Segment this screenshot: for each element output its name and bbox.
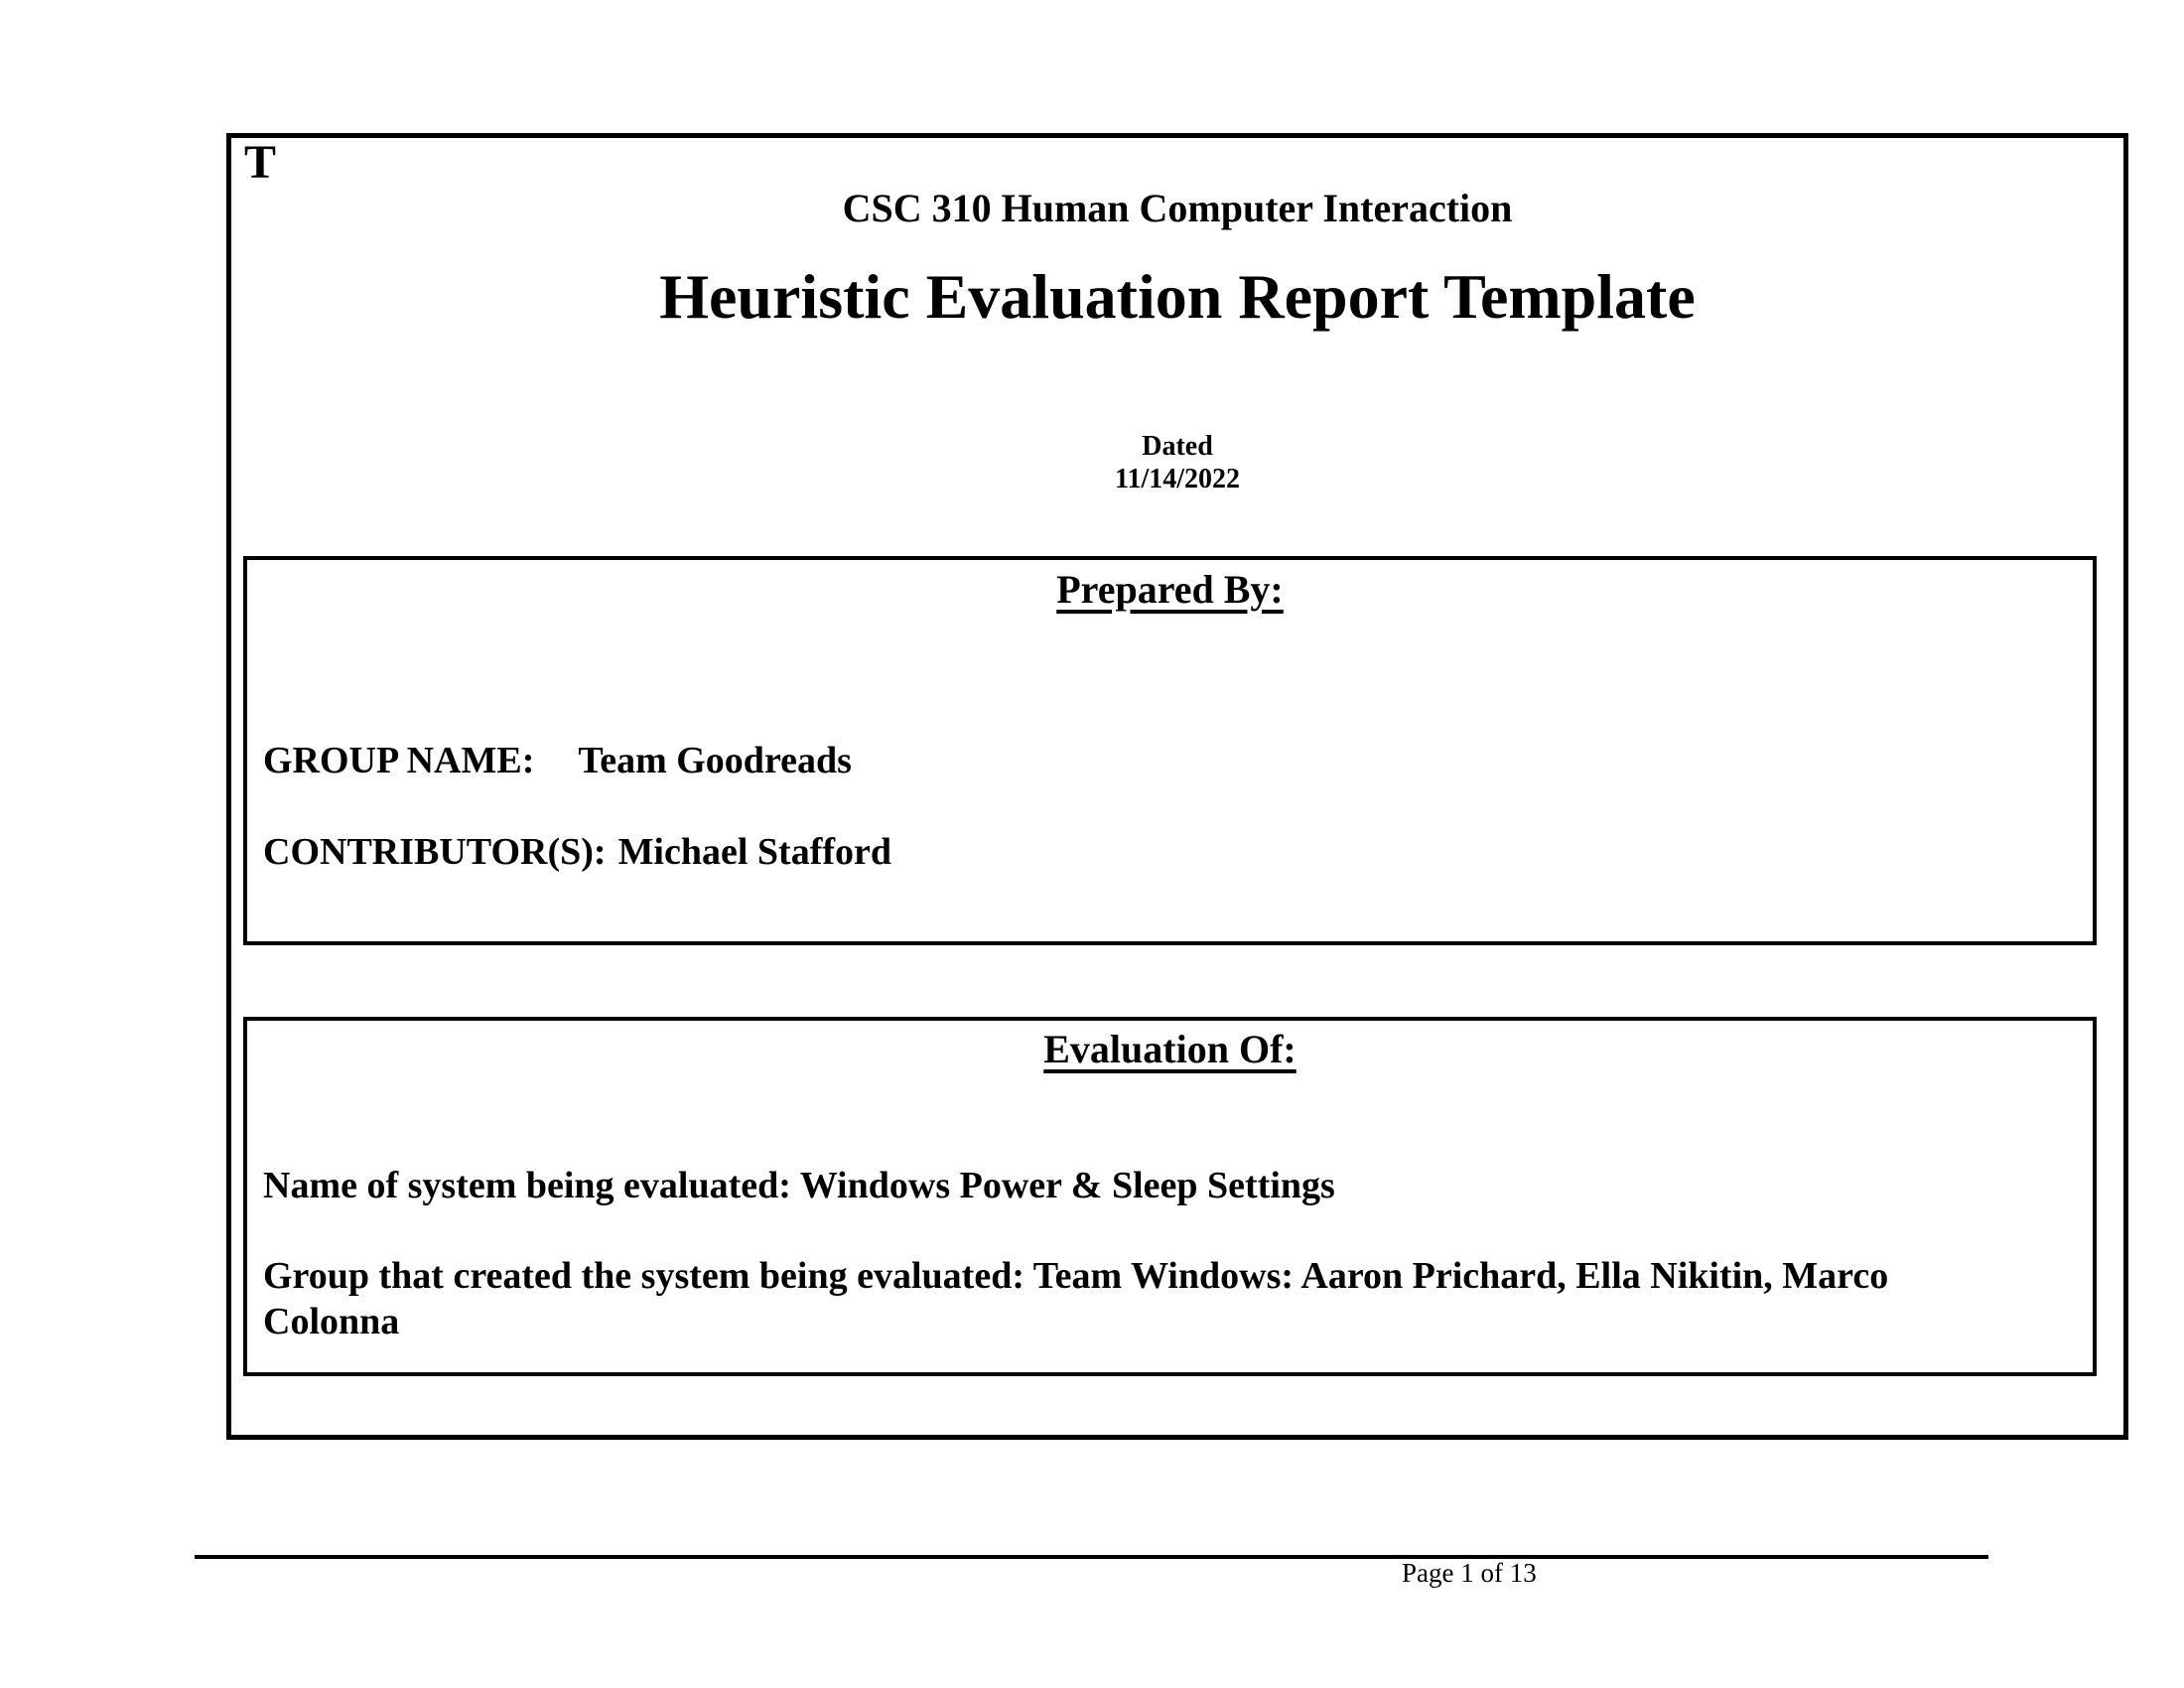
prepared-by-section	[243, 556, 2097, 945]
group-name-value: Team Goodreads	[578, 740, 852, 781]
corner-letter-t: T	[244, 136, 277, 189]
contributors-line	[263, 830, 891, 874]
report-title: Heuristic Evaluation Report Template	[659, 261, 1696, 332]
page-number: Page 1 of 13	[1402, 1558, 1537, 1588]
course-title: CSC 310 Human Computer Interaction	[842, 186, 1513, 230]
prepared-by-heading: Prepared By:	[1056, 567, 1284, 612]
group-name-line	[263, 739, 852, 782]
date-value: 11/14/2022	[1114, 464, 1240, 494]
contributors-value: Michael Stafford	[617, 831, 892, 873]
system-name-line: Name of system being evaluated: Windows Power & Sleep Settings	[263, 1165, 1335, 1206]
evaluation-of-heading: Evaluation Of:	[1043, 1027, 1297, 1071]
evaluation-of-section	[243, 1017, 2097, 1376]
creator-group-line: Group that created the system being evaluated: Team Windows: Aaron Prichard, Ella Nikitin, Marco Colonna	[263, 1255, 1889, 1342]
dated-label: Dated	[1142, 431, 1213, 462]
group-name-label: GROUP NAME:	[263, 740, 535, 781]
footer-rule	[195, 1555, 1988, 1559]
dated-block	[226, 430, 2128, 495]
contributors-label: CONTRIBUTOR(S):	[263, 831, 607, 873]
